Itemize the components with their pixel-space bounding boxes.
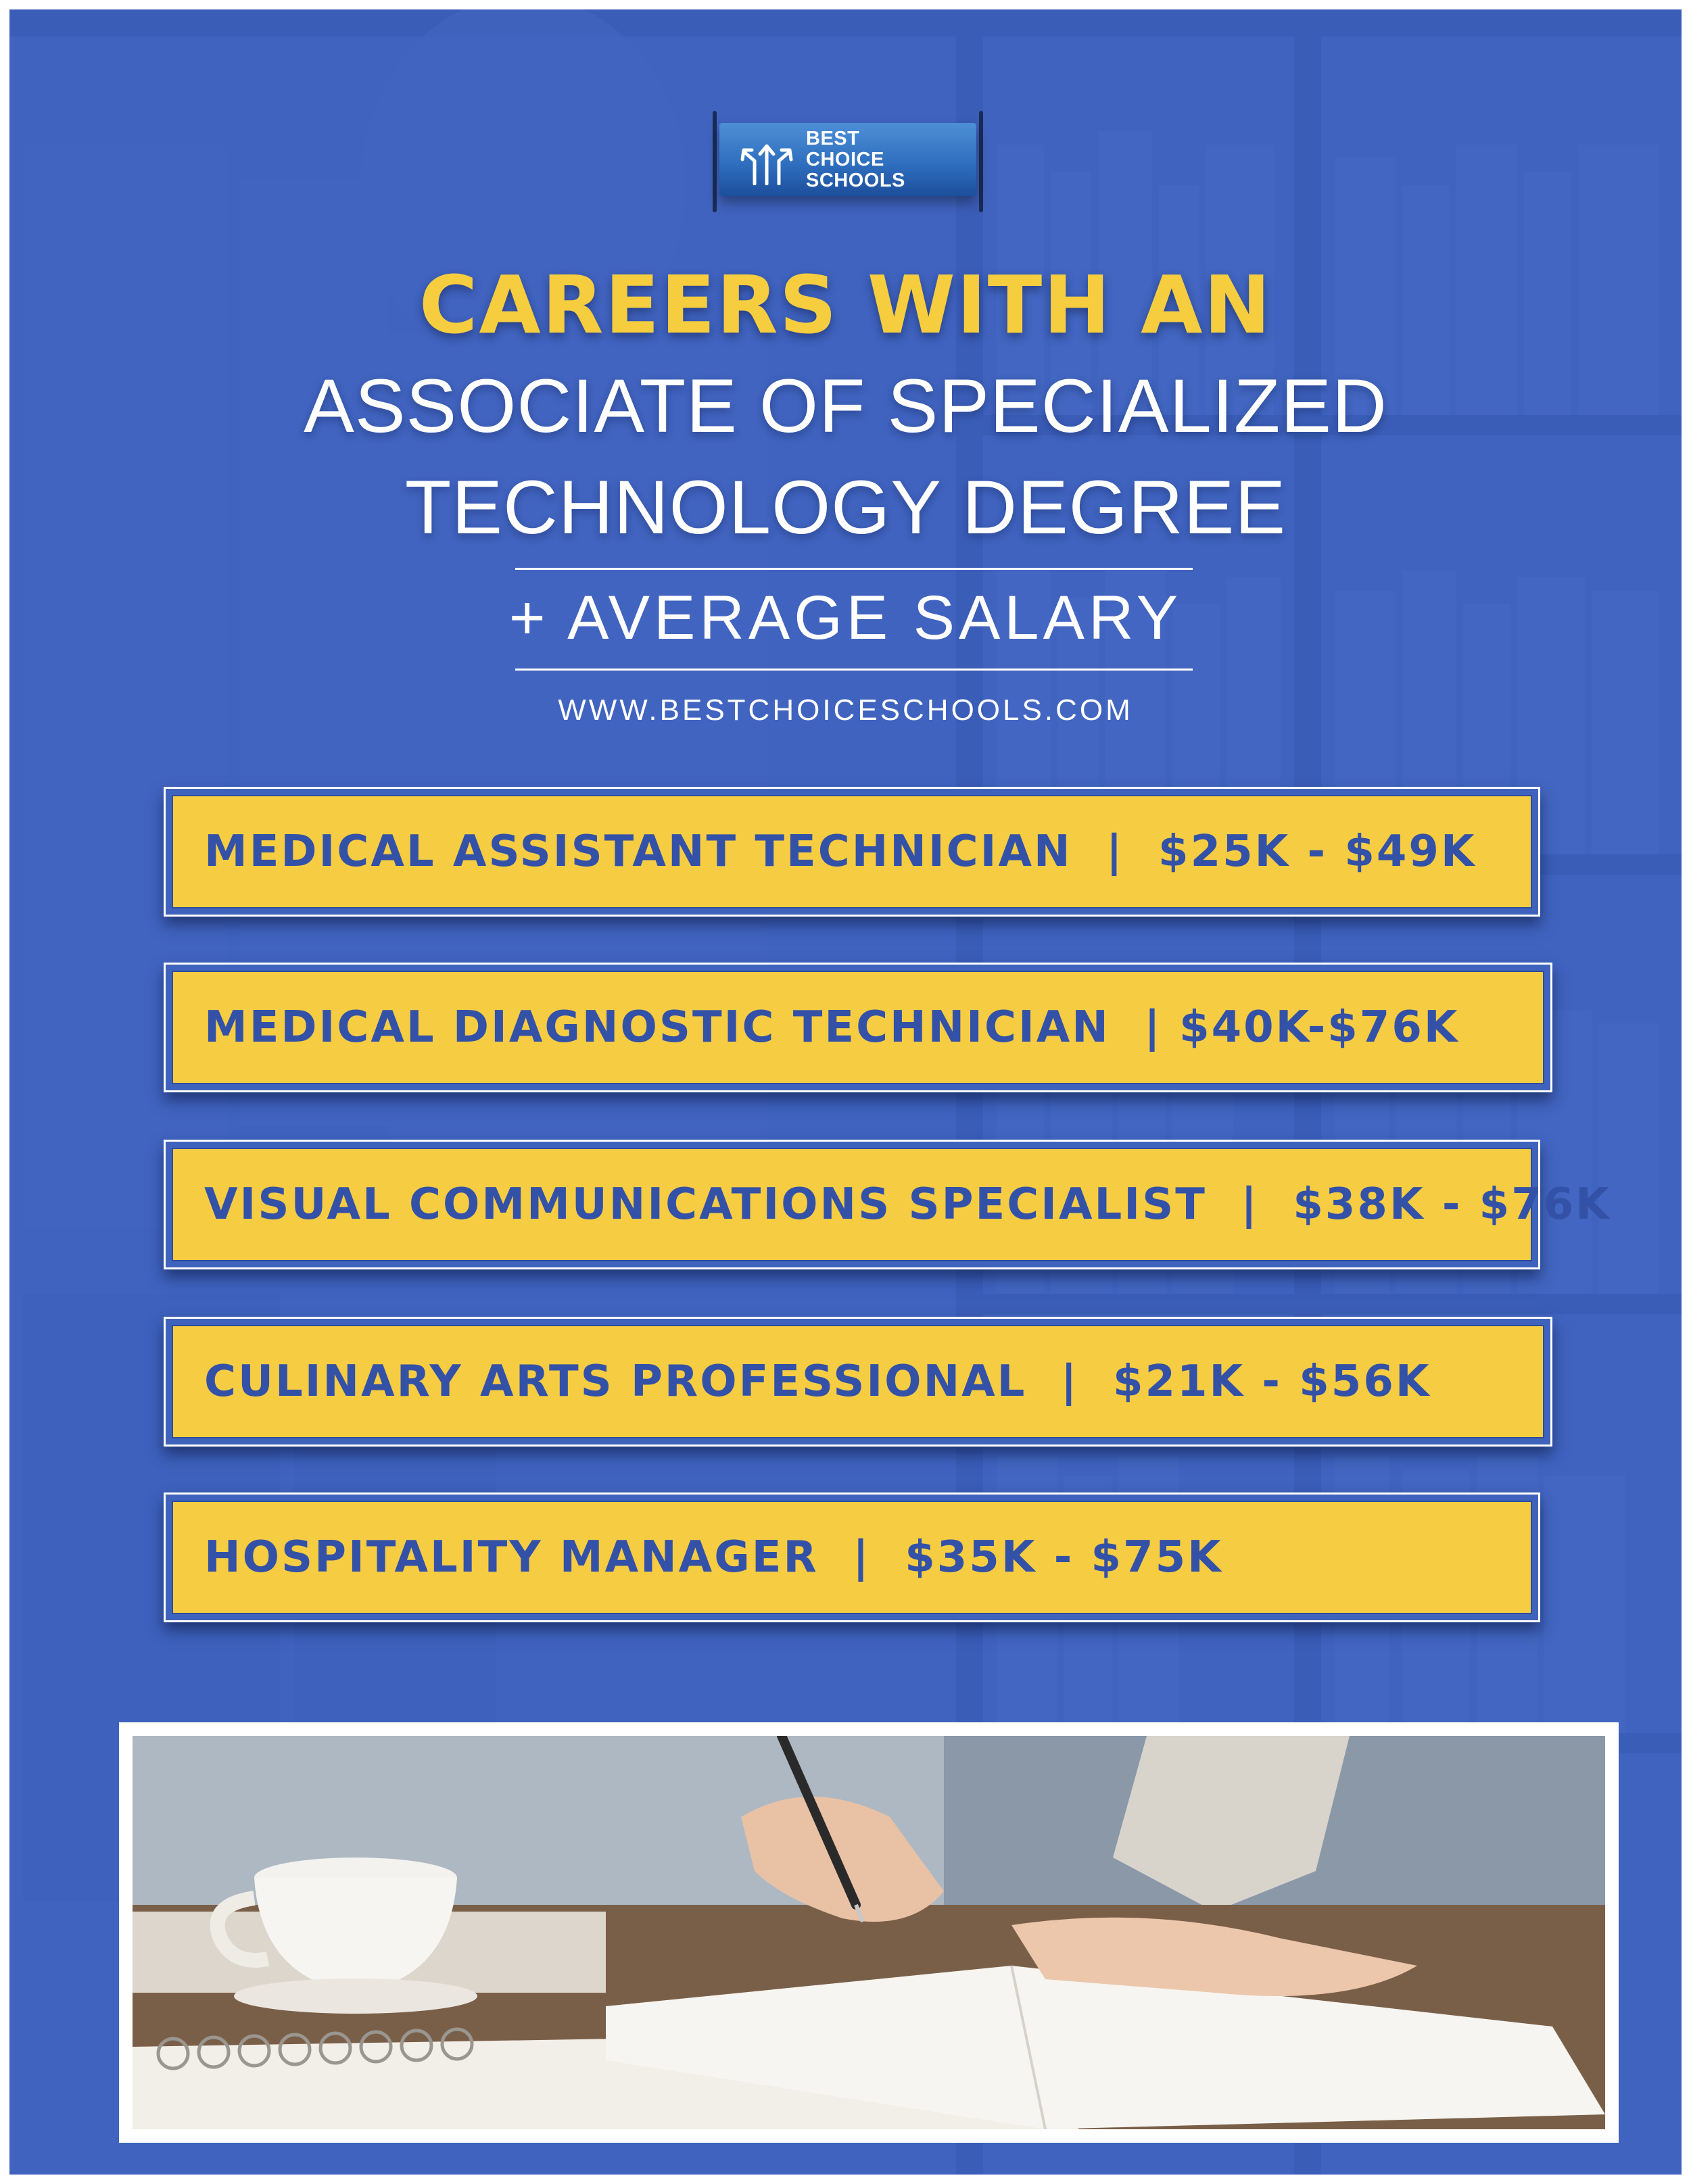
logo-text-line: BEST xyxy=(806,128,860,149)
page-subtitle-line-2: TECHNOLOGY DEGREE xyxy=(404,465,1287,550)
career-item xyxy=(164,1493,1540,1622)
career-item xyxy=(164,1140,1611,1269)
career-item-label: MEDICAL ASSISTANT TECHNICIAN | $25K - $49K xyxy=(204,827,1477,877)
poster xyxy=(9,9,1682,2175)
career-item-panel xyxy=(172,1501,1532,1614)
career-item-panel xyxy=(172,795,1532,908)
career-item-label: HOSPITALITY MANAGER | $35K - $75K xyxy=(204,1532,1223,1582)
career-item-panel xyxy=(172,971,1544,1084)
career-item-label: VISUAL COMMUNICATIONS SPECIALIST | $38K - $76K xyxy=(204,1180,1611,1230)
career-item-label: MEDICAL DIAGNOSTIC TECHNICIAN | $40K-$76K xyxy=(204,1002,1460,1052)
career-item-panel xyxy=(172,1325,1544,1438)
photo-frame xyxy=(119,1722,1619,2143)
website-url: WWW.BESTCHOICESCHOOLS.COM xyxy=(558,694,1133,727)
page-title: CAREERS WITH AN xyxy=(419,258,1272,351)
writing-desk-photo xyxy=(133,1736,1605,2129)
salary-heading: + AVERAGE SALARY xyxy=(508,583,1183,652)
career-item xyxy=(164,1317,1552,1447)
career-item xyxy=(164,787,1540,917)
logo-text-line: SCHOOLS xyxy=(806,170,905,191)
logo-text-line: CHOICE xyxy=(806,149,884,170)
page-subtitle-line-1: ASSOCIATE OF SPECIALIZED xyxy=(304,364,1387,448)
career-item-panel xyxy=(172,1148,1611,1261)
career-item-label: CULINARY ARTS PROFESSIONAL | $21K - $56K xyxy=(204,1357,1431,1407)
writing-desk-photo-illustration xyxy=(133,1736,1605,2129)
career-item xyxy=(164,963,1552,1092)
